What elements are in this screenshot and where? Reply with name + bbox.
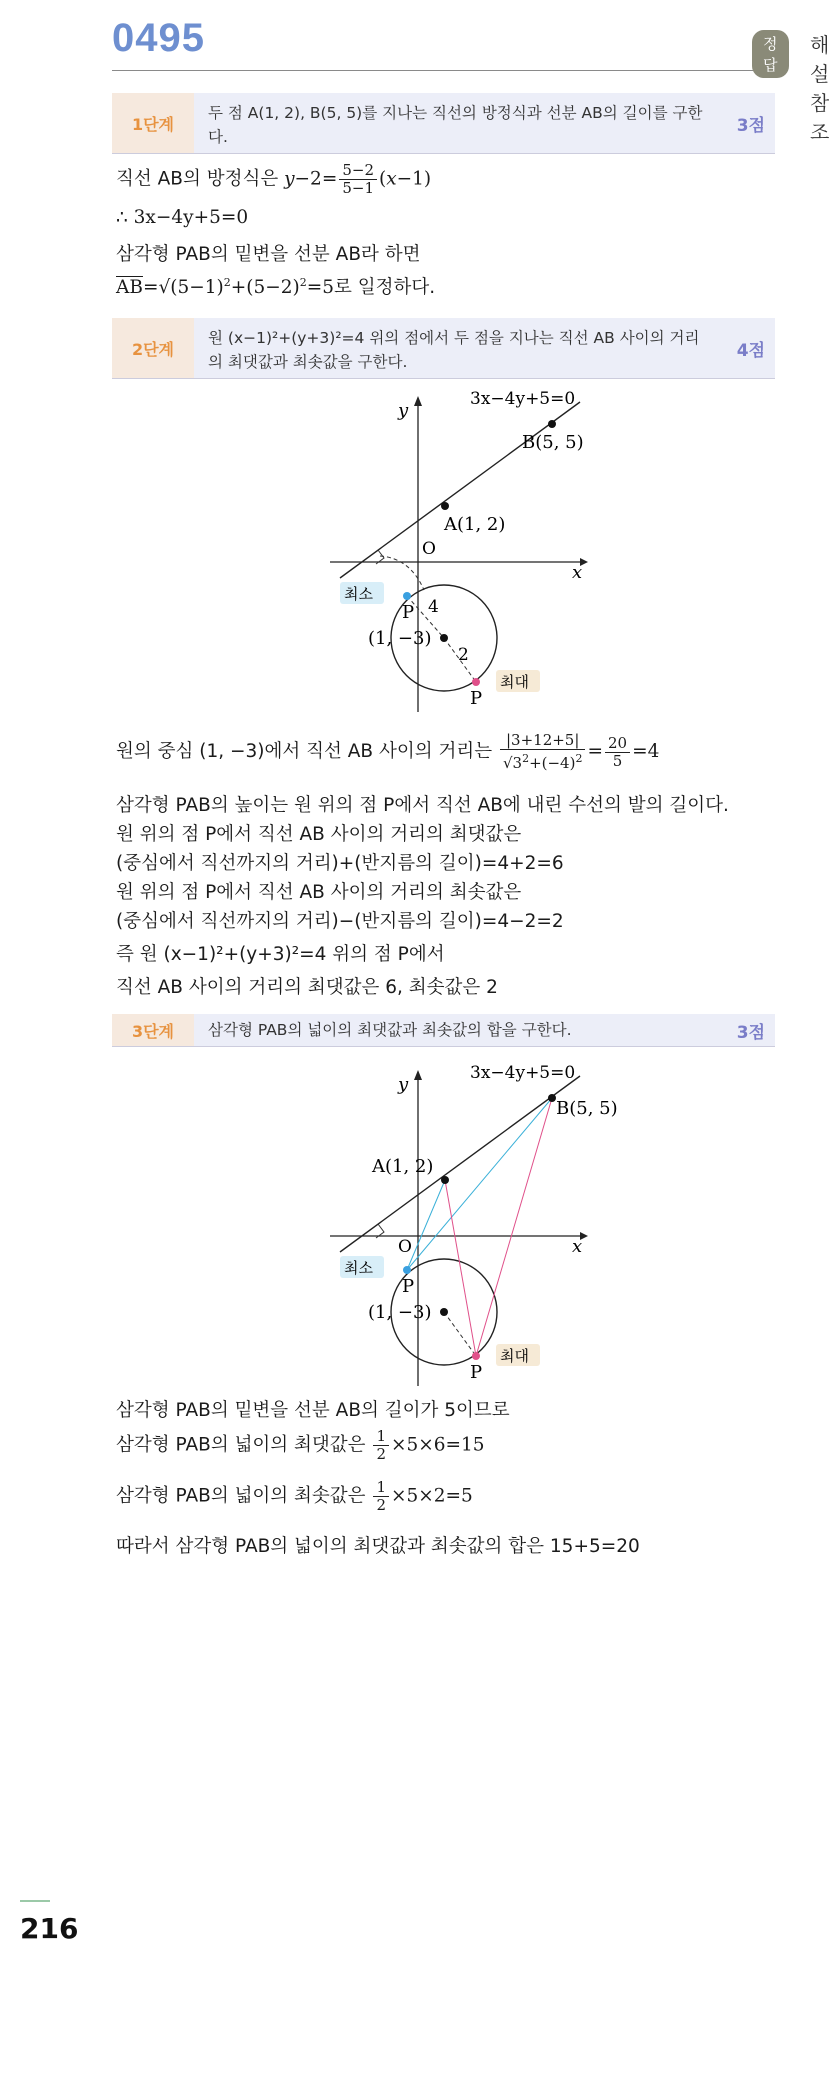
step3-line-2-text: 삼각형 PAB의 넓이의 최댓값은 — [116, 1434, 372, 1456]
step1-line-1-text: 직선 AB의 방정식은 — [116, 168, 285, 190]
fig1-point-a-label: A(1, 2) — [444, 514, 506, 535]
step3-line-2: 삼각형 PAB의 넓이의 최댓값은 $\frac{1}{2}$ ×5×6=15 — [116, 1427, 485, 1463]
step2-line-1: 원의 중심 (1, −3)에서 직선 AB 사이의 거리는 $\frac{|3+12+5|}{√3^2+(-4)^2}$ = $\frac{20}{5}$ =4 — [116, 731, 660, 772]
step-2-description: 원 (x−1)²+(y+3)²=4 위의 점에서 두 점을 지나는 직선 AB 사이의 거리의 최댓값과 최솟값을 구한다. — [208, 329, 700, 371]
step-3-points: 3점 — [736, 1022, 765, 1043]
step1-line-1: 직선 AB의 방정식은 y−2= $\frac{5-2}{5-1}$ (x−1) — [116, 161, 432, 197]
step3-line-3: 삼각형 PAB의 넓이의 최솟값은 $\frac{1}{2}$ ×5×2=5 — [116, 1478, 473, 1514]
step3-line-3-text: 삼각형 PAB의 넓이의 최솟값은 — [116, 1485, 372, 1507]
step1-line-2: ∴ 3x−4y+5=0 — [116, 207, 249, 228]
step-1-label: 1단계 — [112, 93, 194, 153]
fig2-min-tag: 최소 — [344, 1259, 373, 1277]
page-number: 216 — [20, 1912, 79, 1945]
step-3-description: 삼각형 PAB의 넓이의 최댓값과 최솟값의 합을 구한다. — [208, 1021, 572, 1039]
fig2-point-p-min-dot — [403, 1266, 411, 1274]
fig1-radius-label: 2 — [458, 645, 469, 665]
fig2-x-label: x — [572, 1236, 583, 1257]
fig1-dist-label: 4 — [428, 597, 439, 617]
fig1-line-label: 3x−4y+5=0 — [470, 389, 576, 409]
answer-badge: 정답 — [752, 30, 789, 78]
step1-line-4: $\overline{AB}=√(5-1)^2+(5-2)^2=5$로 일정하다. — [116, 275, 436, 298]
step3-line-2-math: ×5×6=15 — [390, 1434, 485, 1456]
fig2-point-b-dot — [548, 1094, 556, 1102]
fig1-center-label: (1, −3) — [368, 628, 432, 649]
fig2-pa-min — [407, 1180, 445, 1270]
step2-line-5: 원 위의 점 P에서 직선 AB 사이의 거리의 최솟값은 — [116, 882, 522, 903]
fig1-x-label: x — [572, 562, 583, 583]
fig2-line-label: 3x−4y+5=0 — [470, 1063, 576, 1083]
step3-line-4: 따라서 삼각형 PAB의 넓이의 최댓값과 최솟값의 합은 15+5=20 — [116, 1536, 640, 1557]
step2-line-2: 삼각형 PAB의 높이는 원 위의 점 P에서 직선 AB에 내린 수선의 발의 길이다. — [116, 795, 729, 816]
figure-2 — [310, 1056, 630, 1386]
step-1-points: 3점 — [736, 115, 765, 136]
fig1-y-arrow — [414, 396, 422, 406]
fig2-y-label: y — [398, 1074, 409, 1095]
fig2-pb-min — [407, 1098, 552, 1270]
problem-number: 0495 — [112, 16, 205, 60]
fig2-center-dot — [440, 1308, 448, 1316]
step-2-label: 2단계 — [112, 318, 194, 378]
fig2-p-min-label: P — [402, 1276, 415, 1297]
step-3-label: 3단계 — [112, 1014, 194, 1046]
fig2-point-p-max-dot — [472, 1352, 480, 1360]
margin-mark — [20, 1900, 50, 1902]
point-p-min-dot — [403, 592, 411, 600]
fig2-p-max-label: P — [470, 1362, 483, 1383]
fig2-origin-label: O — [398, 1237, 412, 1257]
step2-line-7: 즉 원 (x−1)²+(y+3)²=4 위의 점 P에서 — [116, 944, 445, 965]
step2-line-1-text: 원의 중심 (1, −3)에서 직선 AB 사이의 거리는 — [116, 741, 498, 762]
fig2-pb-max — [476, 1098, 552, 1356]
figure-1 — [310, 382, 630, 712]
step3-line-3-math: ×5×2=5 — [390, 1485, 473, 1507]
fig2-center-dash — [444, 1312, 476, 1356]
fig2-point-b-label: B(5, 5) — [556, 1098, 618, 1119]
point-p-max-dot — [472, 678, 480, 686]
point-b-dot — [548, 420, 556, 428]
fig1-y-label: y — [398, 400, 409, 421]
step1-line-3: 삼각형 PAB의 밑변을 선분 AB라 하면 — [116, 244, 421, 265]
step2-line-8: 직선 AB 사이의 거리의 최댓값은 6, 최솟값은 2 — [116, 977, 498, 998]
center-dot — [440, 634, 448, 642]
fig2-point-a-label: A(1, 2) — [372, 1156, 434, 1177]
step-3-box — [112, 1014, 775, 1047]
fig1-min-tag: 최소 — [344, 585, 373, 603]
step-1-description: 두 점 A(1, 2), B(5, 5)를 지나는 직선의 방정식과 선분 AB의 길이를 구한다. — [208, 104, 703, 146]
fig1-line-ab — [340, 402, 580, 578]
step2-line-4: (중심에서 직선까지의 거리)+(반지름의 길이)=4+2=6 — [116, 853, 564, 874]
fig1-p-max-label: P — [470, 688, 483, 709]
fig1-origin-label: O — [422, 539, 436, 559]
step-1-box — [112, 93, 775, 154]
fig2-point-a-dot — [441, 1176, 449, 1184]
fig1-p-min-label: P — [402, 602, 415, 623]
step1-line-4-text: 로 일정하다. — [334, 277, 436, 298]
step3-line-1: 삼각형 PAB의 밑변을 선분 AB의 길이가 5이므로 — [116, 1400, 510, 1421]
fig2-center-label: (1, −3) — [368, 1302, 432, 1323]
point-a-dot — [441, 502, 449, 510]
fig1-max-tag: 최대 — [500, 673, 529, 691]
fig2-y-arrow — [414, 1070, 422, 1080]
step2-line-3: 원 위의 점 P에서 직선 AB 사이의 거리의 최댓값은 — [116, 824, 522, 845]
step2-line-6: (중심에서 직선까지의 거리)−(반지름의 길이)=4−2=2 — [116, 911, 564, 932]
fig2-max-tag: 최대 — [500, 1347, 529, 1365]
step-2-points: 4점 — [736, 340, 765, 361]
fig1-point-b-label: B(5, 5) — [522, 432, 584, 453]
answer-reference: 해설참조 — [810, 33, 829, 144]
step-2-box — [112, 318, 775, 379]
